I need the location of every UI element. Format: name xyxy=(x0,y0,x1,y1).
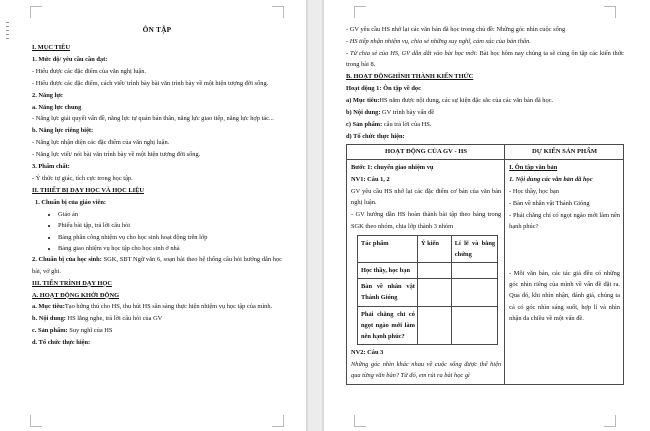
ruler-ticks-icon xyxy=(6,22,9,40)
value-a-muc-tieu-2: HS nắm được nội dung, các sự kiện đặc sắc của các văn bản đã học. xyxy=(379,96,554,104)
worksheet-cell-y-kien[interactable] xyxy=(417,306,451,345)
label-b-noi-dung-2: b) Nội dung: xyxy=(346,108,381,116)
value-c-san-pham: Suy nghĩ của HS xyxy=(67,327,113,335)
table-row xyxy=(347,160,624,385)
worksheet-row xyxy=(358,279,498,306)
value-chuan-bi-hs: SGK, SBT Ngữ văn 6, soạn bài theo hệ thống câu hỏi hướng dẫn học bài, vở ghi. xyxy=(32,256,282,275)
worksheet-cell-y-kien[interactable] xyxy=(417,279,451,306)
product-item: - Học thầy, học bạn xyxy=(509,187,559,195)
label-chuan-bi-hs: 2. Chuẩn bị của học sinh: xyxy=(32,256,102,264)
worksheet-header-y-kien: Ý kiến xyxy=(417,235,451,262)
worksheet-header-li-le: Lí lẽ và bằng chứng xyxy=(451,235,497,262)
text-viet-noi: - Năng lực viết/ nói bài văn trình bày về một hiện tượng đời sống. xyxy=(32,151,201,159)
worksheet-cell-y-kien[interactable] xyxy=(417,262,451,278)
heading-pham-chat: 3. Phẩm chất: xyxy=(32,163,70,171)
list-item: • Phiếu bài tập, trả lời câu hỏi xyxy=(58,220,282,231)
worksheet-cell-work-title: Bàn về nhân vật Thánh Gióng xyxy=(358,279,418,306)
worksheet-table xyxy=(357,235,498,346)
text-nhan-dien: - Năng lực nhận diện các đặc điểm của văn nghị luận. xyxy=(32,139,170,147)
text-cach-viet: - Hiểu được các đặc điểm, cách viết/ trình bày bài văn trình bày về một hiện tượng đời sống. xyxy=(32,79,269,87)
label-d-to-chuc: d. Tổ chức thực hiện: xyxy=(32,339,91,347)
label-a-muc-tieu-2: a) Mục tiêu: xyxy=(346,96,380,104)
list-item: • Giáo án xyxy=(58,209,282,220)
activity-table xyxy=(346,144,624,385)
document-page-left xyxy=(0,0,306,431)
text-gv-yeu-cau: - GV yêu cầu HS nhớ lại các văn bản đã học trong chủ đề: Những góc nhìn cuộc sống xyxy=(346,26,566,33)
text-tu-chia-se xyxy=(346,48,624,71)
text-nv1-para1: GV yêu cầu HS nhớ lại các đặc điểm cơ bản của văn bản nghị luận. xyxy=(351,187,502,207)
label-buoc-1: Bước 1: chuyển giao nhiệm vụ xyxy=(351,164,434,172)
page-corner-mark-top-left xyxy=(354,6,366,18)
table-header-row xyxy=(347,145,624,160)
text-nv1-para2: - GV hướng dẫn HS hoàn thành bài tập theo bảng trong SGK theo nhóm, chia lớp thành 3 nhóm xyxy=(351,211,502,230)
page-right-content xyxy=(346,24,624,423)
page-separator-gap xyxy=(306,0,324,431)
text-a-muc-tieu xyxy=(32,301,282,312)
heading-nang-luc-rieng: b. Năng lực riêng biệt: xyxy=(32,127,94,135)
worksheet-header-row xyxy=(358,235,498,262)
worksheet-cell-li-le[interactable] xyxy=(451,262,497,278)
page-corner-mark-top-right xyxy=(604,6,616,18)
text-dac-diem-nghi-luan: - Hiểu được các đặc điểm của văn nghị luận. xyxy=(32,67,147,75)
worksheet-cell-work-title: Học thầy, học bạn xyxy=(358,262,418,278)
viewer-right-margin xyxy=(638,0,650,431)
text-tu-chia-se-italic: - Từ chia sẻ của HS, GV dẫn dắt vào bài học mới: xyxy=(346,49,478,57)
value-a-muc-tieu: Tạo hứng thú cho HS, thu hút HS sẵn sàng thực hiện nhiệm vụ học tập của mình. xyxy=(64,303,273,311)
text-hs-tiep-nhan: - HS tiếp nhận nhiệm vụ, chia sẻ những suy nghĩ, cảm xúc của bản thân. xyxy=(346,37,531,45)
product-summary: - Mỗi văn bản, các tác giả đều có những góc nhìn riêng của mình về vấn đề đặt ra. Qua đó, khi nhìn nhận, đánh giá, chúng ta cả có góc nhìn sáng suốt, hợp lí và nhìn nhận đa chiều về một vấn đề. xyxy=(509,269,620,323)
text-a-muc-tieu-2 xyxy=(346,95,624,106)
text-tu-chia-se-normal: Bài học hôm nay chúng ta sẽ cùng ôn tập các kiến thức trong bài 8. xyxy=(346,49,624,69)
product-item: - Bàn về nhân vật Thánh Gióng xyxy=(509,199,590,207)
text-d-to-chuc-2 xyxy=(346,131,624,142)
value-b-noi-dung: HS lắng nghe, trả lời câu hỏi của GV xyxy=(65,315,163,323)
heading-hinh-thanh-kien-thuc: B. HOẠT ĐỘNGHÌNH THÀNH KIẾN THỨC xyxy=(346,73,474,81)
page-corner-mark-top-left xyxy=(30,6,42,18)
text-nang-luc-chung: - Năng lực giải quyết vấn đề, năng lực tự quản bản thân, năng lực giao tiếp, năng lực hợp tác... xyxy=(32,115,274,123)
worksheet-row xyxy=(358,306,498,345)
heading-thiet-bi: II. THIẾT BỊ DẠY HỌC VÀ HỌC LIỆU xyxy=(32,186,144,194)
heading-chuan-bi-gv: 1. Chuẩn bị của giáo viên: xyxy=(35,198,107,206)
text-d-to-chuc xyxy=(32,337,282,348)
text-y-thuc: - Ý thức tự giác, tích cực trong học tập. xyxy=(32,174,133,182)
column-header-hoat-dong: HOẠT ĐỘNG CỦA GV - HS xyxy=(347,145,505,160)
list-item: • Bảng phân công nhiệm vụ cho học sinh hoạt động trên lớp xyxy=(58,232,282,243)
label-b-noi-dung: b. Nội dung: xyxy=(32,315,66,323)
label-nv1: NV1: Câu 1, 2 xyxy=(351,175,390,183)
subheading-noi-dung: 1. Nội dung các văn bản đã học xyxy=(509,175,593,183)
heading-nang-luc-chung: a. Năng lực chung xyxy=(32,103,82,111)
label-nv2: NV2: Câu 3 xyxy=(351,348,384,356)
label-c-san-pham-2: c) Sản phẩm: xyxy=(346,120,383,128)
product-item: - Phải chăng chỉ có ngọt ngào mới làm nên hạnh phúc? xyxy=(509,211,620,231)
text-nv2-question: Những góc nhìn khác nhau về cuộc sống được thể hiện qua từng văn bản? Từ đó, em rút ra bài học gì xyxy=(351,360,502,379)
text-c-san-pham-2 xyxy=(346,119,624,130)
heading-on-tap-van-ban: I. Ôn tập văn bản xyxy=(509,164,558,172)
page-left-content xyxy=(32,24,282,423)
worksheet-header-tac-pham: Tác phẩm xyxy=(358,235,418,262)
text-c-san-pham xyxy=(32,325,282,336)
heading-tien-trinh: III. TIẾN TRÌNH DẠY HỌC xyxy=(32,279,112,287)
list-item: • Bảng giao nhiệm vụ học tập cho học sinh ở nhà xyxy=(58,243,282,254)
worksheet-cell-li-le[interactable] xyxy=(451,279,497,306)
value-b-noi-dung-2: GV trình bày vấn đề xyxy=(380,108,435,116)
worksheet-cell-li-le[interactable] xyxy=(451,306,497,345)
page-corner-mark-top-right xyxy=(272,6,284,18)
teacher-prep-list xyxy=(32,209,282,255)
worksheet-row xyxy=(358,262,498,278)
heading-khoi-dong: A. HOẠT ĐỘNG KHỞI ĐỘNG xyxy=(32,291,120,299)
heading-muc-do: 1. Mức độ/ yêu cầu cần đạt: xyxy=(32,55,108,63)
product-spacer xyxy=(509,233,620,267)
cell-product-right xyxy=(505,160,624,385)
column-header-du-kien: DỰ KIẾN SẢN PHẨM xyxy=(505,145,624,160)
heading-muc-tieu: I. MỤC TIÊU xyxy=(32,44,71,51)
worksheet-cell-work-title: Phải chăng chỉ có ngọt ngào mới làm nên hạnh phúc? xyxy=(358,306,418,345)
heading-nang-luc: 2. Năng lực xyxy=(32,91,63,99)
label-d-to-chuc-2: d) Tổ chức thực hiện: xyxy=(346,132,405,140)
heading-hoat-dong-1: Hoạt động 1: Ôn tập về đọc xyxy=(346,85,421,93)
cell-activity-left xyxy=(347,160,505,385)
label-a-muc-tieu: a. Mục tiêu: xyxy=(32,303,65,311)
label-c-san-pham: c. Sản phẩm: xyxy=(32,327,68,335)
value-c-san-pham-2: câu trả lời của HS. xyxy=(382,120,432,128)
text-b-noi-dung xyxy=(32,313,282,324)
text-chuan-bi-hs xyxy=(32,254,282,277)
text-b-noi-dung-2 xyxy=(346,107,624,118)
document-page-right xyxy=(324,0,638,431)
page-title: ÔN TẬP xyxy=(142,25,172,34)
